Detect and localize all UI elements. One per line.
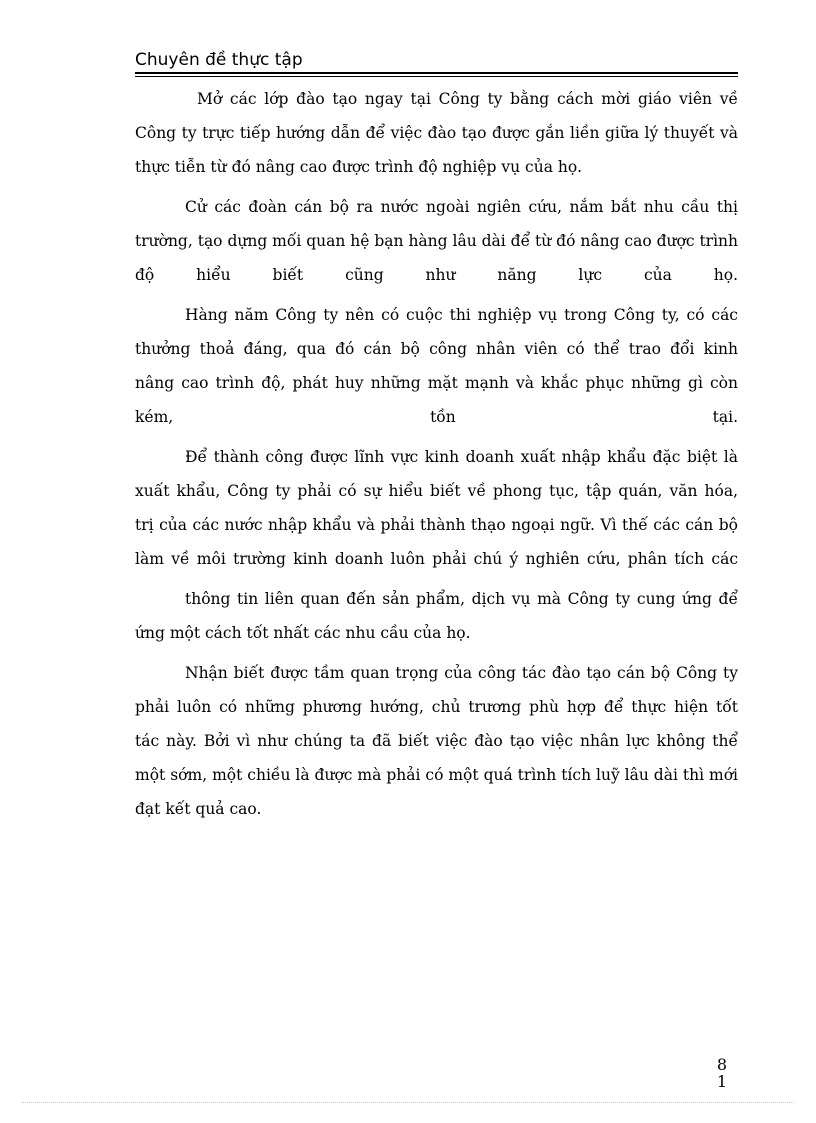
paragraph-training-classes xyxy=(135,82,738,184)
paragraph-overseas-research xyxy=(135,190,738,292)
text-line: Cử các đoàn cán bộ ra nước ngoài ngiên cứu, nắm bắt nhu cầu thị xyxy=(185,198,738,216)
paragraph-export-business xyxy=(135,440,738,576)
page-number-digit: 1 xyxy=(716,1072,728,1091)
header-rule-thin xyxy=(135,76,738,77)
text-line: Công ty trực tiếp hướng dẫn để việc đào tạo được gắn liền giữa lý thuyết và xyxy=(135,124,738,142)
text-line: Để thành công được lĩnh vực kinh doanh xuất nhập khẩu đặc biệt là xyxy=(185,448,738,466)
text-line: thực tiễn từ đó nâng cao được trình độ nghiệp vụ của họ. xyxy=(135,158,583,176)
page-header-title: Chuyên đề thực tập xyxy=(135,50,303,70)
text-line: Hàng năm Công ty nên có cuộc thi nghiệp vụ trong Công ty, có các xyxy=(185,306,738,324)
text-line: Mở các lớp đào tạo ngay tại Công ty bằng cách mời giáo viên về xyxy=(197,90,738,108)
page-bottom-border xyxy=(22,1102,794,1103)
text-line: Nhận biết được tầm quan trọng của công tác đào tạo cán bộ Công ty xyxy=(185,664,738,682)
paragraph-product-information xyxy=(135,582,738,650)
text-line: làm về môi trường kinh doanh luôn phải chú ý nghiên cứu, phân tích các xyxy=(135,550,738,568)
text-line: kém, tồn tại. xyxy=(135,408,738,426)
text-line: thông tin liên quan đến sản phẩm, dịch vụ mà Công ty cung ứng để xyxy=(185,590,738,608)
page-number-digit: 8 xyxy=(716,1055,728,1074)
document-body xyxy=(135,82,738,826)
text-line: một sớm, một chiều là được mà phải có một quá trình tích luỹ lâu dài thì mới xyxy=(135,766,738,784)
header-rule-thick xyxy=(135,72,738,74)
text-line: đạt kết quả cao. xyxy=(135,800,262,818)
text-line: ứng một cách tốt nhất các nhu cầu của họ. xyxy=(135,624,471,642)
text-line: độ hiểu biết cũng như năng lực của họ. xyxy=(135,266,738,284)
text-line: xuất khẩu, Công ty phải có sự hiểu biết về phong tục, tập quán, văn hóa, xyxy=(135,482,738,500)
paragraph-training-importance xyxy=(135,656,738,826)
text-line: nâng cao trình độ, phát huy những mặt mạnh và khắc phục những gì còn xyxy=(135,374,738,392)
text-line: trường, tạo dựng mối quan hệ bạn hàng lâu dài để từ đó nâng cao được trình xyxy=(135,232,738,250)
page-number xyxy=(712,1056,732,1090)
text-line: trị của các nước nhập khẩu và phải thành thạo ngoại ngữ. Vì thế các cán bộ xyxy=(135,516,738,534)
text-line: tác này. Bởi vì như chúng ta đã biết việc đào tạo việc nhân lực không thể xyxy=(135,732,738,750)
text-line: phải luôn có những phương hướng, chủ trương phù hợp để thực hiện tốt xyxy=(135,698,738,716)
text-line: thưởng thoả đáng, qua đó cán bộ công nhân viên có thể trao đổi kinh xyxy=(135,340,738,358)
paragraph-annual-contest xyxy=(135,298,738,434)
